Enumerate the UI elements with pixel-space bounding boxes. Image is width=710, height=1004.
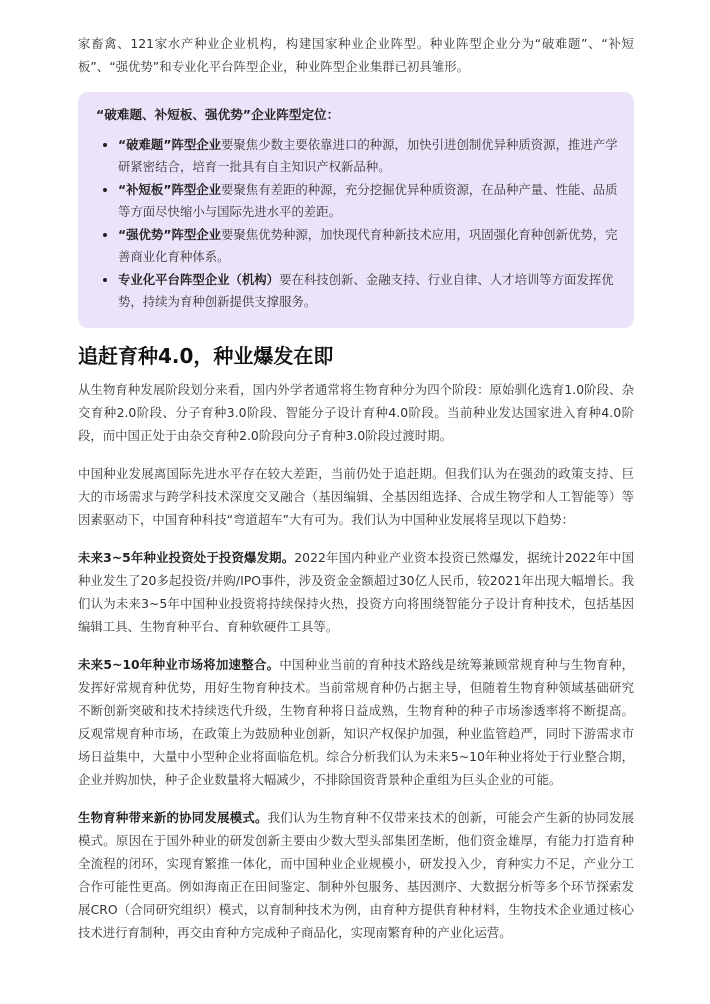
document-page — [78, 32, 634, 959]
paragraph-text: 中国种业发展离国际先进水平存在较大差距，当前仍处于追赶期。但我们认为在强劲的政策支持、巨大的市场需求与跨学科技术深度交叉融合（基因编辑、全基因组选择、合成生物学和人工智能等）等因素驱动下，中国育种科技“弯道超车”大有可为。我们认为中国种业发展将呈现以下趋势： — [78, 466, 634, 527]
callout-box — [78, 92, 634, 328]
body-paragraph — [78, 653, 634, 791]
paragraph-text: 中国种业当前的育种技术路线是统筹兼顾常规育种与生物育种，发挥好常规育种优势，用好生物育种技术。当前常规育种仍占据主导，但随着生物育种领域基础研究不断创新突破和技术持续迭代升级，生物育种将日益成熟，生物育种的种子市场渗透率将不断提高。反观常规育种市场，在政策上为鼓励种业创新，知识产权保护加强，种业监管趋严，同时下游需求市场日益集中，大量中小型种企业将面临危机。综合分析我们认为未来5~10年种业将处于行业整合期，企业并购加快，种子企业数量将大幅减少，不排除国资背景种企重组为巨头企业的可能。 — [78, 657, 635, 787]
body-paragraph — [78, 378, 634, 447]
callout-item-text: 要在科技创新、金融支持、行业自律、人才培训等方面发挥优势，持续为育种创新提供支撑服务。 — [118, 272, 614, 309]
callout-list — [96, 134, 618, 313]
paragraph-text: 从生物育种发展阶段划分来看，国内外学者通常将生物育种分为四个阶段：原始驯化选育1.0阶段、杂交育种2.0阶段、分子育种3.0阶段、智能分子设计育种4.0阶段。当前种业发达国家进入育种4.0阶段，而中国正处于由杂交育种2.0阶段向分子育种3.0阶段过渡时期。 — [78, 382, 634, 443]
callout-item-text: 要聚焦少数主要依靠进口的种源，加快引进创制优异种质资源，推进产学研紧密结合，培育一批具有自主知识产权新品种。 — [118, 137, 618, 174]
paragraph-text: 我们认为生物育种不仅带来技术的创新，可能会产生新的协同发展模式。原因在于国外种业的研发创新主要由少数大型头部集团垄断，他们资金雄厚，有能力打造育种全流程的闭环，实现育繁推一体化，而中国种业企业规模小，研发投入少，育种实力不足，产业分工合作可能性更高。例如海南正在田间鉴定、制种外包服务、基因测序、大数据分析等多个环节探索发展CRO（合同研究组织）模式，以育制种技术为例，由育种方提供育种材料，生物技术企业通过核心技术进行育制种，再交由育种方完成种子商品化，实现南繁育种的产业化运营。 — [78, 810, 635, 940]
callout-item-lead: “补短板”阵型企业 — [118, 182, 222, 197]
paragraph-lead: 未来3~5年种业投资处于投资爆发期。 — [78, 550, 295, 565]
body-paragraph — [78, 546, 634, 638]
callout-item — [118, 224, 618, 268]
section-heading: 追赶育种4.0，种业爆发在即 — [78, 344, 334, 368]
callout-item — [118, 179, 618, 223]
callout-item-lead: 专业化平台阵型企业（机构） — [118, 272, 280, 287]
callout-item-text: 要聚焦有差距的种源，充分挖掘优异种质资源，在品种产量、性能、品质等方面尽快缩小与国际先进水平的差距。 — [118, 182, 618, 219]
callout-item — [118, 269, 618, 313]
callout-item-lead: “强优势”阵型企业 — [118, 227, 222, 242]
paragraph-lead: 未来5~10年种业市场将加速整合。 — [78, 657, 280, 672]
callout-title: “破难题、补短板、强优势”企业阵型定位： — [96, 107, 340, 122]
callout-item-text: 要聚焦优势种源，加快现代育种新技术应用，巩固强化育种创新优势，完善商业化育种体系。 — [118, 227, 618, 264]
paragraph-text: 2022年国内种业产业资本投资已然爆发，据统计2022年中国种业发生了20多起投资/并购/IPO事件，涉及资金金额超过30亿人民币，较2021年出现大幅增长。我们认为未来3~5年中国种业投资将持续保持火热，投资方向将围绕智能分子设计育种技术，包括基因编辑工具、生物育种平台、育种软硬件工具等。 — [78, 550, 634, 634]
paragraph-lead: 生物育种带来新的协同发展模式。 — [78, 810, 268, 825]
callout-item — [118, 134, 618, 178]
callout-item-lead: “破难题”阵型企业 — [118, 137, 222, 152]
intro-paragraph: 家畜禽、121家水产种业企业机构，构建国家种业企业阵型。种业阵型企业分为“破难题”、“补短板”、“强优势”和专业化平台阵型企业，种业阵型企业集群已初具雏形。 — [78, 36, 634, 74]
body-paragraph — [78, 462, 634, 531]
body-paragraph — [78, 806, 634, 944]
